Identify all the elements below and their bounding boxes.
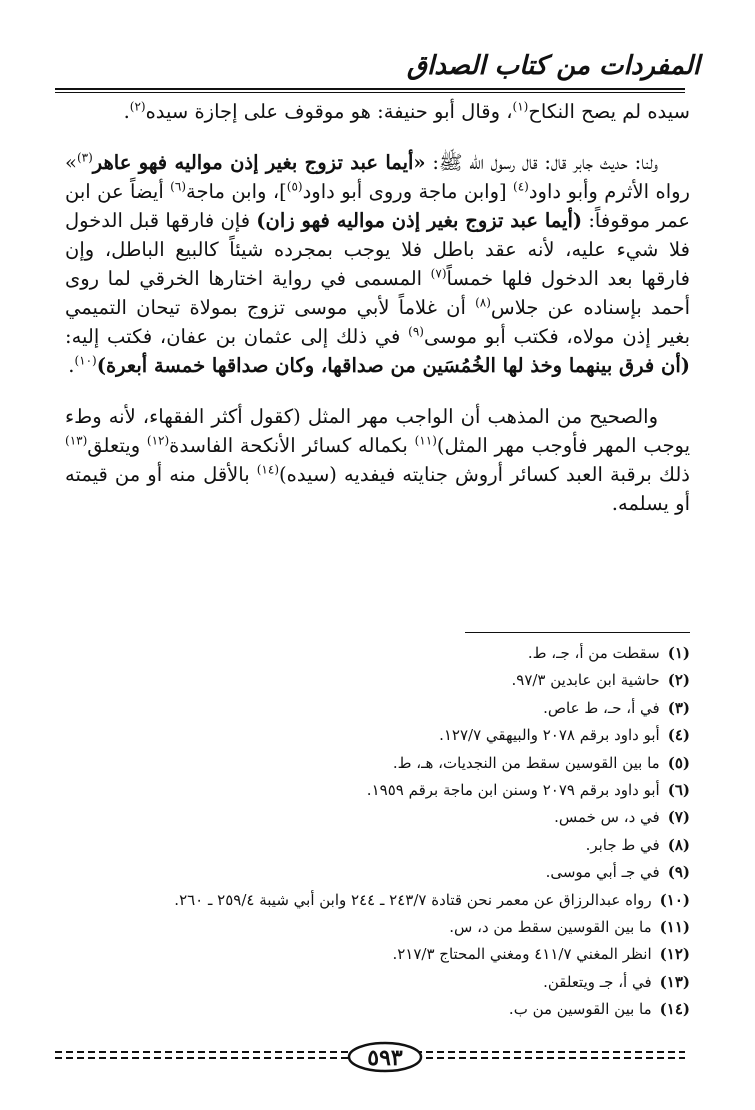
text-run: والصحيح من المذهب أن الواجب مهر المثل (كقول أكثر الفقهاء، لأنه وطء يوجب المهر فأوجب مهر المثل) — [65, 405, 691, 457]
text-run: بالأقل منه أو من قيمته أو يسلمه. — [65, 463, 690, 515]
text-run: . — [68, 354, 75, 377]
text-run: . — [123, 100, 130, 123]
footnote-text: أبو داود برقم ٢٠٧٨ والبيهقي ١٢٧/٧. — [439, 726, 660, 745]
paragraph-1 — [65, 97, 690, 126]
page-footer — [55, 1037, 685, 1077]
footnote-text: في د، س خمس. — [554, 808, 660, 827]
footnote-ref: (١١) — [414, 433, 437, 448]
footnote-ref: (٩) — [408, 324, 424, 339]
footnote — [65, 777, 690, 804]
footnote-text: رواه عبدالرزاق عن معمر نحن قتادة ٢٤٣/٧ ـ ٢٤٤ وابن أبي شيبة ٢٥٩/٤ ـ ٢٦٠. — [174, 890, 652, 909]
footnote-ref: (٦) — [170, 179, 186, 194]
footnote-number: (١١) — [659, 918, 690, 937]
footnote-text: ما بين القوسين من ب. — [508, 1000, 652, 1019]
footnote-number: (٧) — [667, 808, 690, 827]
footnote-text: ما بين القوسين سقط من د، س. — [449, 918, 652, 937]
footnote-number: (٨) — [667, 835, 690, 854]
footnote-text: حاشية ابن عابدين ٩٧/٣. — [511, 671, 660, 690]
text-run: سيده لم يصح النكاح — [528, 100, 690, 123]
hadith-quote: «أيما عبد تزوج بغير إذن مواليه فهو عاهر — [92, 151, 426, 174]
footnote-number: (٩) — [667, 863, 690, 882]
footnote-text: انظر المغني ٤١١/٧ ومغني المحتاج ٢١٧/٣. — [392, 945, 652, 964]
footnote-ref: (١٢) — [146, 433, 170, 448]
header-rule — [55, 88, 685, 90]
footnote — [65, 750, 690, 777]
text-run: أن غلاماً لأبي موسى تزوج بمولاة تيحان التميمي بغير إذن مولاه، فكتب أبو موسى — [65, 296, 690, 348]
letter-quote: (أن فرق بينهما وخذ لها الخُمُسَين من صداقها، وكان صداقها خمسة أبعرة) — [96, 354, 690, 377]
footnote-text: أبو داود برقم ٢٠٧٩ وسنن ابن ماجة برقم ١٩٥٩. — [366, 781, 660, 800]
footnote — [65, 887, 690, 914]
footnote — [65, 722, 690, 749]
footnote-number: (١٤) — [659, 1000, 690, 1019]
footnote — [65, 941, 690, 968]
text-run: بكماله كسائر الأنكحة الفاسدة — [169, 434, 415, 457]
footnote-number: (٥) — [667, 753, 690, 772]
footnote-ref: (٥) — [286, 179, 303, 194]
footnote — [65, 804, 690, 831]
text-run: » رواه الأثرم وأبو داود — [65, 151, 690, 203]
footnote-ref: (٨) — [475, 295, 491, 310]
footnote-ref: (٧) — [430, 266, 447, 281]
text-run: أيضاً عن ابن عمر موقوفاً: — [65, 180, 691, 232]
text-run: ذلك برقبة العبد كسائر أروش جنايته فيفديه (سيده) — [279, 463, 690, 486]
text-run: المسمى في رواية اختارها الخرقي لما روى أحمد بإسناده عن جلاس — [65, 267, 690, 319]
footnote-separator — [465, 632, 690, 633]
footnote-ref: (٢) — [129, 99, 146, 114]
footnote — [65, 859, 690, 886]
text-run: ]، وابن ماجة — [186, 180, 287, 203]
footnote-number: (٦) — [667, 781, 690, 800]
footnote-number: (١٢) — [659, 945, 690, 964]
footnote-text: في جـ أبي موسى. — [545, 863, 660, 882]
footnotes-list — [65, 640, 690, 1024]
footnote-text: سقطت من أ، جـ، ط. — [527, 644, 660, 662]
footnote-ref: (٣) — [76, 150, 93, 165]
running-header-title: المفردات من كتاب الصداق — [406, 51, 700, 81]
footnote — [65, 695, 690, 722]
footnote — [65, 667, 690, 694]
paragraph-2 — [65, 148, 690, 380]
footnote-text: في أ، جـ ويتعلقن. — [543, 972, 652, 991]
footnote-ref: (٤) — [513, 179, 529, 194]
footnote-text: في ط جابر. — [585, 835, 660, 854]
footnote — [65, 996, 690, 1023]
footnote-number: (٢) — [667, 671, 690, 690]
footnote-ref: (١٠) — [74, 353, 97, 368]
main-text — [65, 97, 690, 518]
text-run: فإن فارقها قبل الدخول فلا شيء عليه، لأنه عقد باطل فلا يوجب بمجرده شيئاً كالبيع الباطل، وإن فارقها بعد الدخول فلها خمساً — [65, 209, 691, 290]
footnote-number: (١٣) — [659, 972, 690, 991]
paragraph-3 — [65, 402, 690, 518]
footnote-ref: (١) — [512, 99, 529, 114]
footnote — [65, 832, 690, 859]
header-rule-thin — [55, 92, 685, 93]
footnote-ref: (١٤) — [256, 462, 279, 477]
footnote — [65, 969, 690, 996]
text-run: [وابن ماجة وروى أبو داود — [302, 180, 514, 203]
footnote-number: (٤) — [667, 726, 690, 745]
footnote-number: (٣) — [667, 698, 690, 717]
footnote — [65, 640, 690, 667]
page-number: ٥٩٣ — [367, 1045, 403, 1071]
athar-quote: (أيما عبد تزوج بغير إذن مواليه فهو زان) — [256, 209, 583, 232]
footnote-number: (١) — [667, 644, 690, 662]
footnote-ref: (١٣) — [65, 433, 88, 448]
footnote-number: (١٠) — [659, 890, 690, 909]
footnote — [65, 914, 690, 941]
footnote-text: ما بين القوسين سقط من النجديات، هـ، ط. — [392, 753, 660, 772]
text-run: في ذلك إلى عثمان بن عفان، فكتب إليه: — [65, 325, 409, 348]
text-run: ، وقال أبو حنيفة: هو موقوف على إجازة سيده — [145, 100, 513, 123]
text-run: ويتعلق — [87, 434, 147, 457]
text-run: ولنا: حديث جابر قال: قال رسول الله ﷺ: — [425, 151, 658, 174]
footnote-text: في أ، حـ، ط عاص. — [543, 698, 660, 717]
